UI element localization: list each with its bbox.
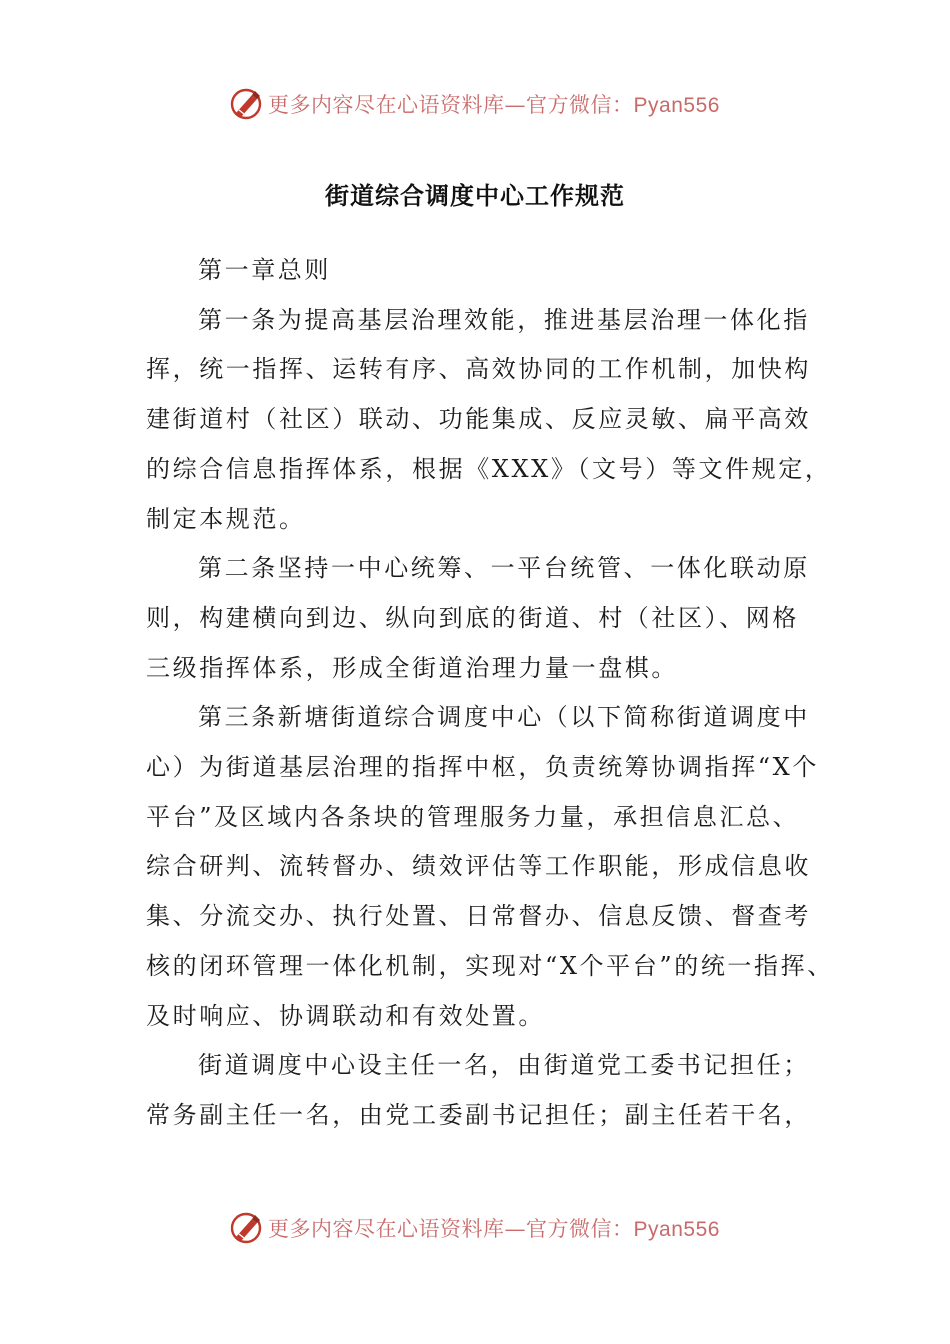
header-banner bbox=[0, 82, 950, 126]
text-line: 建街道村（社区）联动、功能集成、反应灵敏、扁平高效 bbox=[146, 405, 811, 434]
header-banner-text: 更多内容尽在心语资料库—官方微信：Pyan556 bbox=[268, 93, 720, 117]
pen-logo-icon bbox=[230, 87, 264, 121]
text-line: 街道调度中心设主任一名，由街道党工委书记担任； bbox=[198, 1051, 810, 1080]
document-title: 街道综合调度中心工作规范 bbox=[325, 182, 625, 210]
footer-banner-text: 更多内容尽在心语资料库—官方微信：Pyan556 bbox=[268, 1217, 720, 1241]
text-line: 三级指挥体系，形成全街道治理力量一盘棋。 bbox=[146, 653, 678, 682]
paragraph-article-1 bbox=[146, 296, 832, 545]
pen-logo-icon bbox=[230, 1211, 264, 1245]
header-wechat-id: Pyan556 bbox=[633, 94, 720, 117]
paragraph-director bbox=[146, 1041, 826, 1140]
text-line: 挥，统一指挥、运转有序、高效协同的工作机制，加快构 bbox=[146, 355, 811, 384]
text-line: 第一条为提高基层治理效能，推进基层治理一体化指 bbox=[198, 305, 810, 334]
text-line: 集、分流交办、执行处置、日常督办、信息反馈、督查考 bbox=[146, 902, 811, 931]
text-line: 核的闭环管理一体化机制，实现对“X个平台”的统一指挥、 bbox=[146, 951, 834, 980]
text-line: 的综合信息指挥体系，根据《XXX》（文号）等文件规定， bbox=[146, 454, 832, 483]
text-line: 第二条坚持一中心统筹、一平台统管、一体化联动原 bbox=[198, 554, 810, 583]
text-line: 平台”及区域内各条块的管理服务力量，承担信息汇总、 bbox=[146, 802, 800, 831]
text-line: 第三条新塘街道综合调度中心（以下简称街道调度中 bbox=[198, 703, 810, 732]
chapter-heading: 第一章总则 bbox=[198, 256, 331, 284]
text-line: 综合研判、流转督办、绩效评估等工作职能，形成信息收 bbox=[146, 852, 811, 881]
text-line: 常务副主任一名，由党工委副书记担任；副主任若干名， bbox=[146, 1100, 811, 1129]
text-line: 则，构建横向到边、纵向到底的街道、村（社区）、网格 bbox=[146, 603, 799, 632]
text-line: 及时响应、协调联动和有效处置。 bbox=[146, 1001, 545, 1030]
footer-banner bbox=[0, 1206, 950, 1250]
text-line: 心）为街道基层治理的指挥中枢，负责统筹协调指挥“X个 bbox=[146, 753, 819, 782]
paragraph-article-2 bbox=[146, 544, 826, 693]
paragraph-article-3 bbox=[146, 693, 834, 1041]
footer-wechat-id: Pyan556 bbox=[633, 1218, 720, 1241]
text-line: 制定本规范。 bbox=[146, 504, 306, 533]
document-body bbox=[146, 246, 834, 1141]
